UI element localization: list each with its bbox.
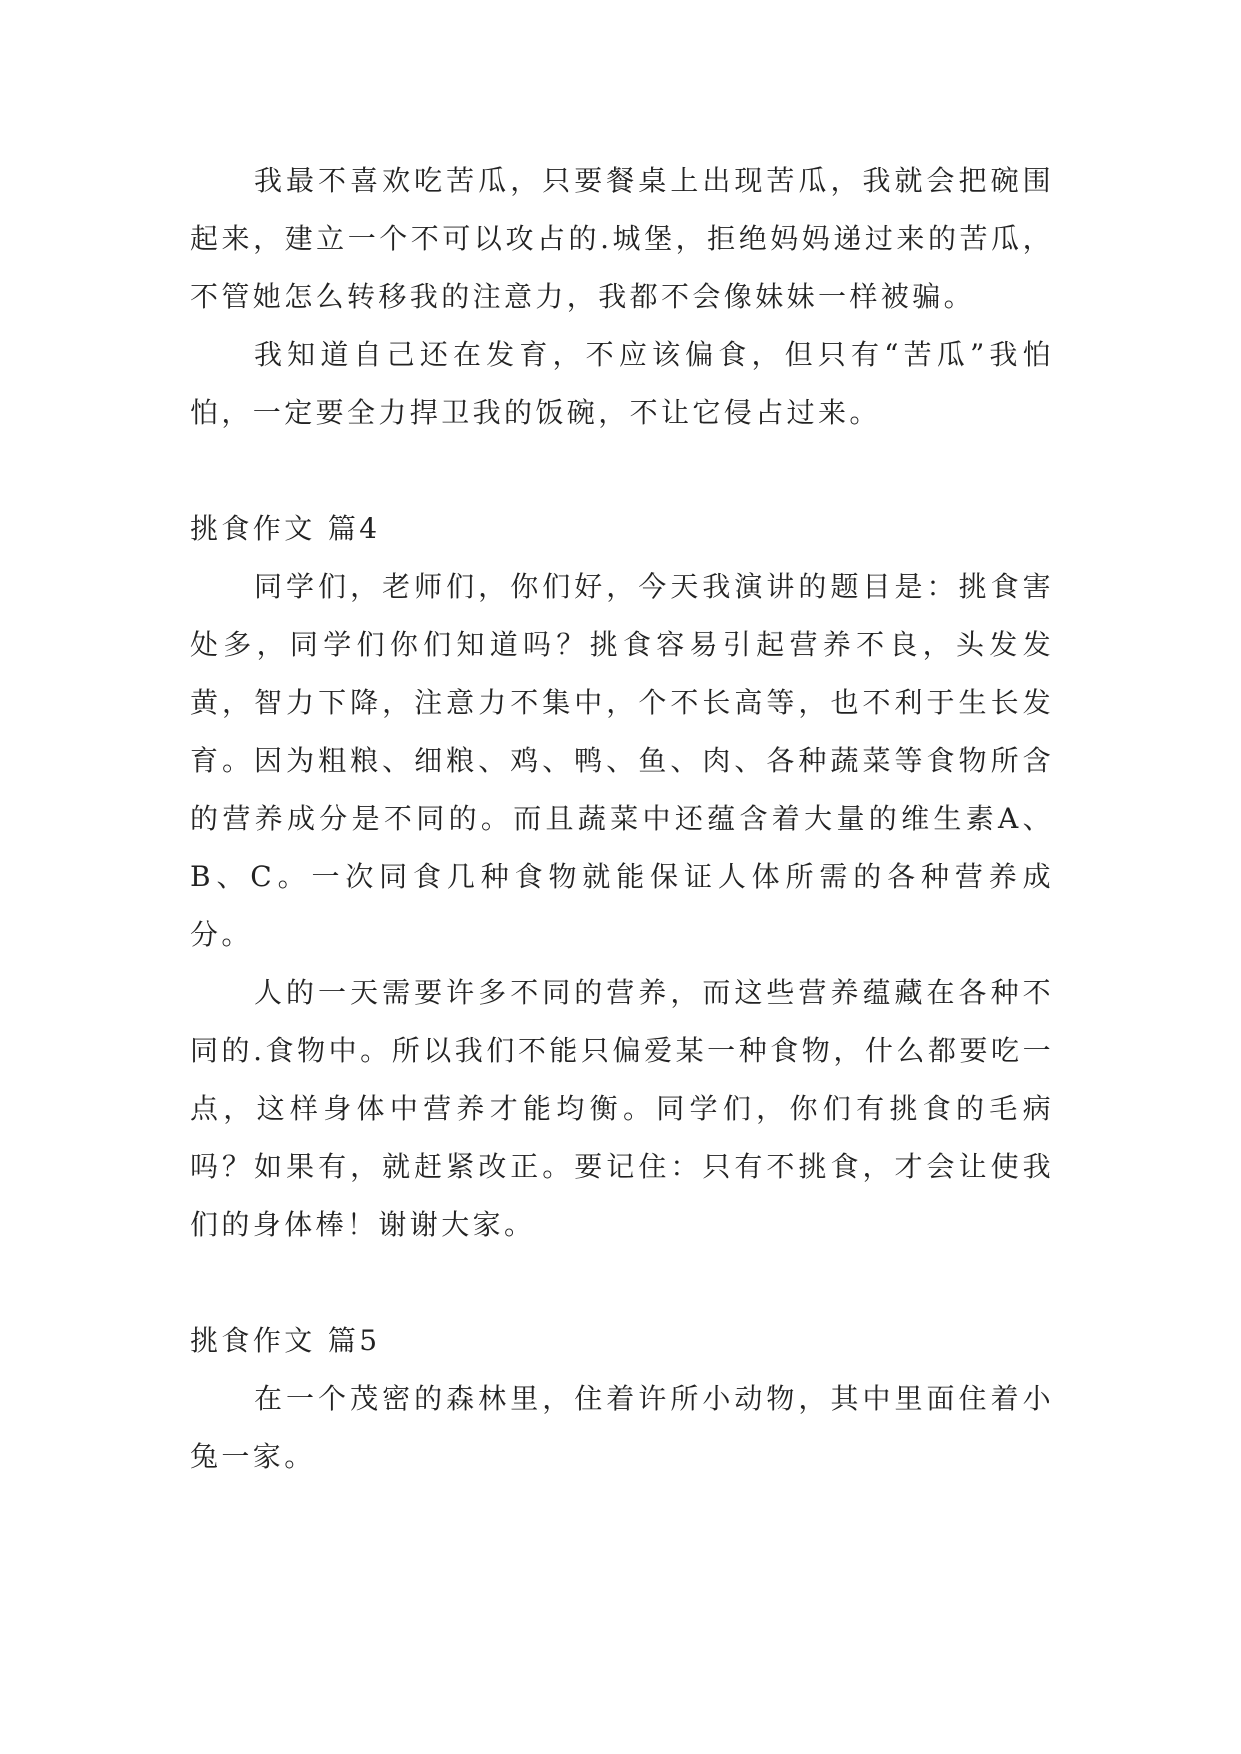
- section-gap: [190, 442, 1054, 500]
- section-heading: 挑食作文 篇5: [190, 1324, 381, 1357]
- section-heading: 挑食作文 篇4: [190, 512, 381, 545]
- paragraph: 我知道自己还在发育，不应该偏食，但只有“苦瓜”我怕怕，一定要全力捍卫我的饭碗，不让它侵占过来。: [190, 338, 1054, 429]
- paragraph: 在一个茂密的森林里，住着许所小动物，其中里面住着小兔一家。: [190, 1382, 1054, 1473]
- paragraph: 同学们，老师们，你们好，今天我演讲的题目是：挑食害处多，同学们你们知道吗？挑食容易引起营养不良，头发发黄，智力下降，注意力不集中，个不长高等，也不利于生长发育。因为粗粮、细粮、鸡、鸭、鱼、肉、各种蔬菜等食物所含的营养成分是不同的。而且蔬菜中还蕴含着大量的维生素A、B、C。一次同食几种食物就能保证人体所需的各种营养成分。: [190, 570, 1054, 951]
- paragraph: 人的一天需要许多不同的营养，而这些营养蕴藏在各种不同的.食物中。所以我们不能只偏爱某一种食物，什么都要吃一点，这样身体中营养才能均衡。同学们，你们有挑食的毛病吗？如果有，就赶紧改正。要记住：只有不挑食，才会让使我们的身体棒！谢谢大家。: [190, 976, 1054, 1241]
- paragraph: 我最不喜欢吃苦瓜，只要餐桌上出现苦瓜，我就会把碗围起来，建立一个不可以攻占的.城堡，拒绝妈妈递过来的苦瓜，不管她怎么转移我的注意力，我都不会像妹妹一样被骗。: [190, 164, 1054, 313]
- document-page: [190, 152, 1054, 1486]
- section-gap: [190, 1254, 1054, 1312]
